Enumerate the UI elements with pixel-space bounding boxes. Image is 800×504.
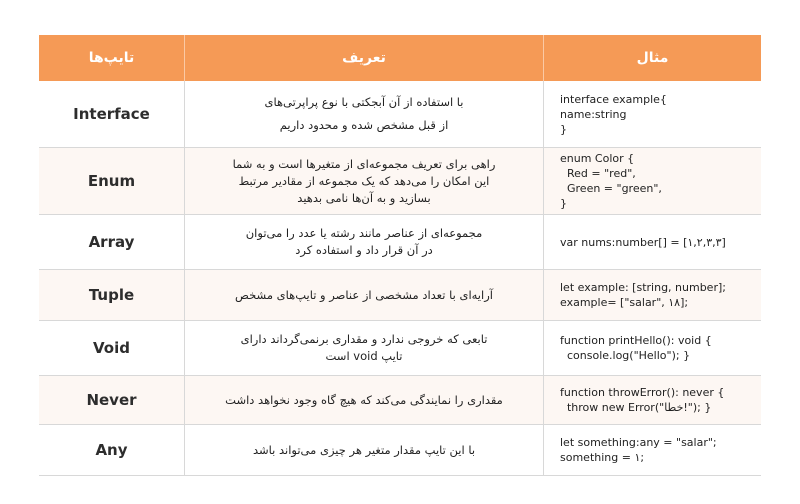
description-line: با این تایپ مقدار متغیر هر چیزی می‌تواند باشد <box>252 442 476 457</box>
code-line: example= ["salar", ۱۸]; <box>560 296 689 309</box>
description-line: از قبل مشخص شده و محدود داریم <box>279 118 449 132</box>
type-description <box>184 425 544 475</box>
type-example <box>544 148 761 214</box>
type-name: Tuple <box>88 286 135 304</box>
table-row <box>39 81 761 148</box>
type-name: Any <box>95 441 128 459</box>
code-line: Green = "green", <box>560 182 662 195</box>
type-name: Interface <box>73 105 150 123</box>
code-line: something = ۱; <box>560 451 645 464</box>
description-line: بسازید و به آن‌ها نامی بدهید <box>297 190 431 205</box>
description-line: راهی برای تعریف مجموعه‌ای از متغیرها است و به شما <box>232 156 496 171</box>
description-line: مجموعه‌ای از عناصر مانند رشته یا عدد را می‌توان <box>245 226 483 240</box>
description-line: تایپ void است <box>325 349 403 363</box>
description-line: تابعی که خروجی ندارد و مقداری برنمی‌گرداند دارای <box>240 332 488 346</box>
description-line: این امکان را می‌دهد که یک مجموعه از مقادیر مرتبط <box>238 173 490 188</box>
code-line: } <box>560 197 567 210</box>
code-line: var nums:number[] = [۱,۲,۳,۳] <box>560 235 726 249</box>
code-line: name:string <box>560 107 627 121</box>
type-name: Enum <box>87 172 136 190</box>
code-line: let example: [string, number]; <box>560 281 726 294</box>
type-description <box>184 270 544 320</box>
code-line: throw new Error("خطا!"); } <box>560 401 712 414</box>
table-row <box>39 270 761 321</box>
type-example <box>544 425 761 475</box>
code-line: interface example{ <box>560 92 667 106</box>
table-row <box>39 215 761 270</box>
type-description <box>184 81 544 147</box>
type-description <box>184 376 544 424</box>
description-line: با استفاده از آن آبجکتی با نوع پراپرتی‌های <box>264 95 464 109</box>
table-header <box>39 35 761 81</box>
type-example <box>544 215 761 269</box>
table-row <box>39 425 761 476</box>
type-name: Void <box>93 339 130 357</box>
description-line: در آن قرار داد و استفاده کرد <box>295 243 433 257</box>
type-example <box>544 321 761 375</box>
type-description <box>184 215 544 269</box>
table-row <box>39 321 761 376</box>
type-example <box>544 81 761 147</box>
code-line: console.log("Hello"); } <box>560 349 691 362</box>
type-example <box>544 376 761 424</box>
code-line: function printHello(): void { <box>560 334 712 347</box>
table-row <box>39 376 761 425</box>
code-line: } <box>560 122 567 136</box>
code-line: Red = "red", <box>560 167 636 180</box>
type-description <box>184 148 544 214</box>
code-line: let something:any = "salar"; <box>560 436 717 449</box>
type-name: Never <box>86 391 137 409</box>
header-types: تایپ‌ها <box>88 50 135 66</box>
typescript-types-table <box>39 35 761 476</box>
type-example <box>544 270 761 320</box>
description-line: آرایه‌ای با تعداد مشخصی از عناصر و تایپ‌های مشخص <box>235 287 493 302</box>
code-line: function throwError(): never { <box>560 386 725 399</box>
table-row <box>39 148 761 215</box>
type-description <box>184 321 544 375</box>
header-examples: مثال <box>636 49 669 66</box>
code-line: enum Color { <box>560 152 635 165</box>
header-definition: تعریف <box>184 35 544 81</box>
description-line: مقداری را نمایندگی می‌کند که هیچ گاه وجود نخواهد داشت <box>225 392 503 407</box>
type-name: Array <box>88 233 135 251</box>
